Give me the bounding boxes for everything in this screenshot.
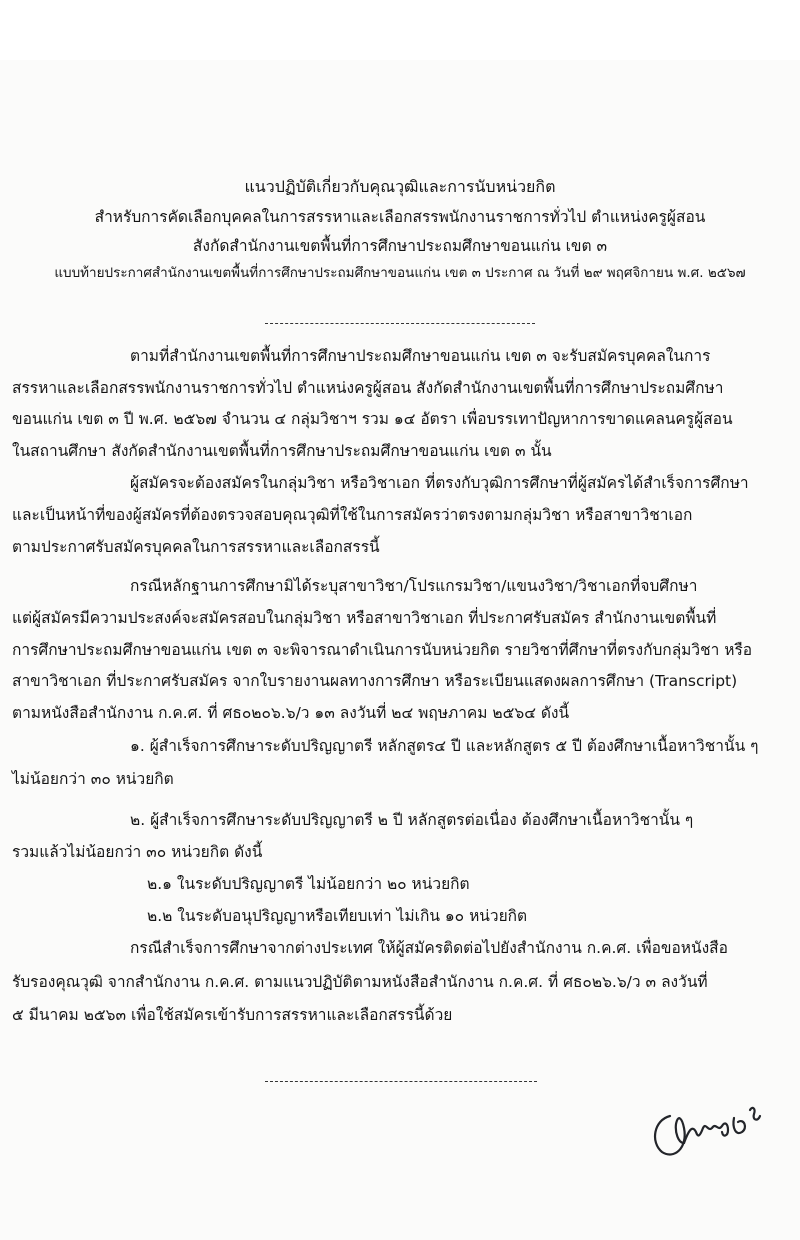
document-announcement-ref: แบบท้ายประกาศสำนักงานเขตพื้นที่การศึกษาประถมศึกษาขอนแก่น เขต ๓ ประกาศ ณ วันที่ ๒๙ พฤศจิกายน พ.ศ. ๒๕๖๗ [54, 265, 746, 281]
para4-line: รับรองคุณวุฒิ จากสำนักงาน ก.ค.ศ. ตามแนวปฏิบัติตามหนังสือสำนักงาน ก.ค.ศ. ที่ ศธ๐๒๖.๖/ว ๓ ลงวันที่ [12, 973, 708, 991]
heading-divider [265, 323, 535, 324]
para2-line: ผู้สมัครจะต้องสมัครในกลุ่มวิชา หรือวิชาเอก ที่ตรงกับวุฒิการศึกษาที่ผู้สมัครได้สำเร็จการศึกษา [130, 474, 749, 492]
para4-line: กรณีสำเร็จการศึกษาจากต่างประเทศ ให้ผู้สมัครติดต่อไปยังสำนักงาน ก.ค.ศ. เพื่อขอหนังสือ [130, 939, 728, 957]
item2-subitem: ๒.๒ ในระดับอนุปริญญาหรือเทียบเท่า ไม่เกิน ๑๐ หน่วยกิต [147, 907, 528, 925]
item2-line: รวมแล้วไม่น้อยกว่า ๓๐ หน่วยกิต ดังนี้ [12, 843, 263, 861]
para4-line: ๕ มีนาคม ๒๕๖๓ เพื่อใช้สมัครเข้ารับการสรรหาและเลือกสรรนี้ด้วย [12, 1006, 453, 1024]
item1-line: ไม่น้อยกว่า ๓๐ หน่วยกิต [12, 770, 174, 788]
para3-line: ตามหนังสือสำนักงาน ก.ค.ศ. ที่ ศธ๐๒๐๖.๖/ว ๑๓ ลงวันที่ ๒๔ พฤษภาคม ๒๕๖๔ ดังนี้ [12, 704, 570, 722]
item2-subitem: ๒.๑ ในระดับปริญญาตรี ไม่น้อยกว่า ๒๐ หน่วยกิต [147, 875, 470, 893]
para2-line: ตามประกาศรับสมัครบุคคลในการสรรหาและเลือกสรรนี้ [12, 538, 380, 556]
para1-line: ตามที่สำนักงานเขตพื้นที่การศึกษาประถมศึกษาขอนแก่น เขต ๓ จะรับสมัครบุคคลในการ [130, 347, 711, 365]
para3-line: สาขาวิชาเอก ที่ประกาศรับสมัคร จากใบรายงานผลทางการศึกษา หรือระเบียนแสดงผลการศึกษา (Transcript) [12, 672, 738, 690]
para1-line: ขอนแก่น เขต ๓ ปี พ.ศ. ๒๕๖๗ จำนวน ๔ กลุ่มวิชาฯ รวม ๑๔ อัตรา เพื่อบรรเทาปัญหาการขาดแคลนครูผู้สอน [12, 410, 733, 428]
item2-line: ๒. ผู้สำเร็จการศึกษาระดับปริญญาตรี ๒ ปี หลักสูตรต่อเนื่อง ต้องศึกษาเนื้อหาวิชานั้น ๆ [130, 811, 694, 829]
para2-line: และเป็นหน้าที่ของผู้สมัครที่ต้องตรวจสอบคุณวุฒิที่ใช้ในการสมัครว่าตรงตามกลุ่มวิชา หรือสาขาวิชาเอก [12, 506, 693, 524]
para1-line: ในสถานศึกษา สังกัดสำนักงานเขตพื้นที่การศึกษาประถมศึกษาขอนแก่น เขต ๓ นั้น [12, 442, 552, 460]
handwritten-signature [648, 1088, 778, 1163]
document-subtitle-agency: สังกัดสำนักงานเขตพื้นที่การศึกษาประถมศึกษาขอนแก่น เขต ๓ [192, 237, 608, 255]
footer-divider [265, 1081, 537, 1082]
document-subtitle: สำหรับการคัดเลือกบุคคลในการสรรหาและเลือกสรรพนักงานราชการทั่วไป ตำแหน่งครูผู้สอน [94, 208, 706, 226]
item1-line: ๑. ผู้สำเร็จการศึกษาระดับปริญญาตรี หลักสูตร๔ ปี และหลักสูตร ๕ ปี ต้องศึกษาเนื้อหาวิชานั้น ๆ [130, 737, 759, 755]
para3-line: การศึกษาประถมศึกษาขอนแก่น เขต ๓ จะพิจารณาดำเนินการนับหน่วยกิต รายวิชาที่ศึกษาที่ตรงกับกลุ่มวิชา หรือ [12, 641, 753, 659]
document-title: แนวปฏิบัติเกี่ยวกับคุณวุฒิและการนับหน่วยกิต [244, 177, 556, 196]
para3-line: กรณีหลักฐานการศึกษามิได้ระบุสาขาวิชา/โปรแกรมวิชา/แขนงวิชา/วิชาเอกที่จบศึกษา [130, 577, 698, 595]
para1-line: สรรหาและเลือกสรรพนักงานราชการทั่วไป ตำแหน่งครูผู้สอน สังกัดสำนักงานเขตพื้นที่การศึกษาประถมศึกษา [12, 379, 724, 397]
para3-line: แต่ผู้สมัครมีความประสงค์จะสมัครสอบในกลุ่มวิชา หรือสาขาวิชาเอก ที่ประกาศรับสมัคร สำนักงานเขตพื้นที่ [12, 609, 717, 627]
